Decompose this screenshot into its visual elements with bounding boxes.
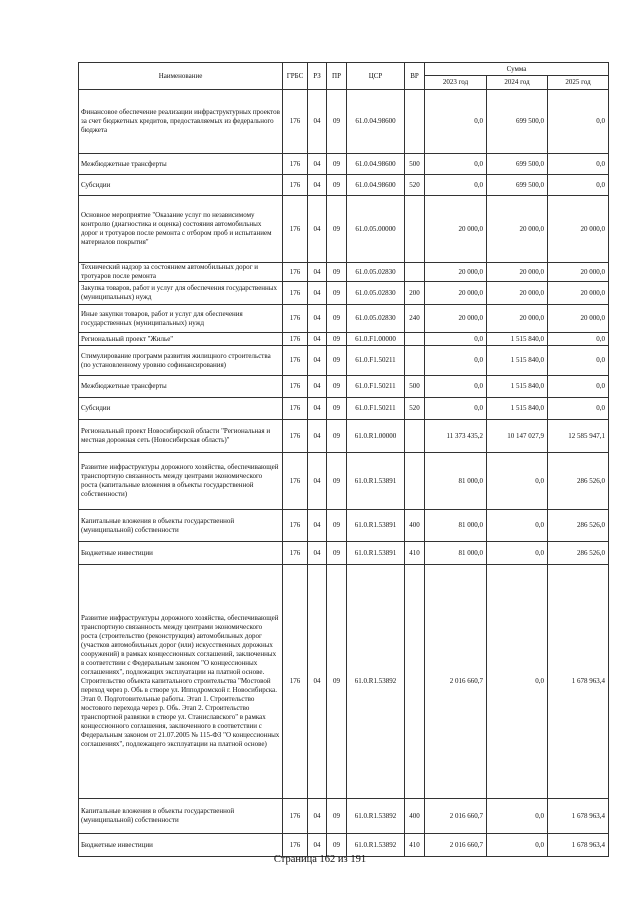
row-sum-2024: 10 147 027,9 bbox=[487, 420, 548, 453]
row-sum-2024: 699 500,0 bbox=[487, 175, 548, 196]
table-row bbox=[79, 346, 609, 376]
row-grbs: 176 bbox=[283, 834, 308, 857]
header-vr: ВР bbox=[405, 63, 425, 90]
row-name: Межбюджетные трансферты bbox=[79, 376, 283, 398]
header-year-2023: 2023 год bbox=[425, 76, 487, 90]
row-sum-2023: 2 016 660,7 bbox=[425, 799, 487, 834]
row-sum-2023: 20 000,0 bbox=[425, 282, 487, 305]
row-vr: 500 bbox=[405, 154, 425, 175]
row-pr: 09 bbox=[327, 542, 347, 565]
row-sum-2024: 699 500,0 bbox=[487, 90, 548, 154]
row-name: Бюджетные инвестиции bbox=[79, 542, 283, 565]
header-sum: Сумма bbox=[425, 63, 609, 76]
row-sum-2023: 0,0 bbox=[425, 398, 487, 420]
row-rz: 04 bbox=[308, 305, 327, 333]
table-row bbox=[79, 453, 609, 510]
row-grbs: 176 bbox=[283, 282, 308, 305]
row-csr: 61.0.F1.50211 bbox=[347, 346, 405, 376]
row-vr: 410 bbox=[405, 542, 425, 565]
row-grbs: 176 bbox=[283, 333, 308, 346]
row-sum-2024: 0,0 bbox=[487, 542, 548, 565]
row-csr: 61.0.R1.53892 bbox=[347, 565, 405, 799]
header-year-2024: 2024 год bbox=[487, 76, 548, 90]
table-row bbox=[79, 263, 609, 282]
table-row bbox=[79, 90, 609, 154]
row-sum-2023: 0,0 bbox=[425, 90, 487, 154]
row-pr: 09 bbox=[327, 510, 347, 542]
row-sum-2023: 0,0 bbox=[425, 175, 487, 196]
row-csr: 61.0.R1.53891 bbox=[347, 542, 405, 565]
row-sum-2025: 20 000,0 bbox=[548, 282, 609, 305]
row-pr: 09 bbox=[327, 834, 347, 857]
row-sum-2024: 1 515 840,0 bbox=[487, 346, 548, 376]
row-pr: 09 bbox=[327, 333, 347, 346]
row-pr: 09 bbox=[327, 154, 347, 175]
row-pr: 09 bbox=[327, 398, 347, 420]
table-row bbox=[79, 196, 609, 263]
row-sum-2024: 1 515 840,0 bbox=[487, 398, 548, 420]
row-rz: 04 bbox=[308, 542, 327, 565]
row-rz: 04 bbox=[308, 398, 327, 420]
row-pr: 09 bbox=[327, 453, 347, 510]
row-rz: 04 bbox=[308, 510, 327, 542]
row-vr bbox=[405, 420, 425, 453]
row-rz: 04 bbox=[308, 263, 327, 282]
row-pr: 09 bbox=[327, 282, 347, 305]
row-pr: 09 bbox=[327, 175, 347, 196]
row-sum-2025: 0,0 bbox=[548, 333, 609, 346]
row-name: Капитальные вложения в объекты государственной (муниципальной) собственности bbox=[79, 510, 283, 542]
row-vr: 520 bbox=[405, 175, 425, 196]
row-sum-2025: 1 678 963,4 bbox=[548, 834, 609, 857]
header-pr: ПР bbox=[327, 63, 347, 90]
row-sum-2023: 0,0 bbox=[425, 333, 487, 346]
row-vr bbox=[405, 333, 425, 346]
table-row bbox=[79, 376, 609, 398]
row-sum-2023: 0,0 bbox=[425, 154, 487, 175]
row-csr: 61.0.04.98600 bbox=[347, 154, 405, 175]
row-grbs: 176 bbox=[283, 346, 308, 376]
row-name: Региональный проект "Жилье" bbox=[79, 333, 283, 346]
row-sum-2024: 1 515 840,0 bbox=[487, 376, 548, 398]
row-sum-2025: 286 526,0 bbox=[548, 453, 609, 510]
row-csr: 61.0.05.00000 bbox=[347, 196, 405, 263]
row-rz: 04 bbox=[308, 333, 327, 346]
row-rz: 04 bbox=[308, 799, 327, 834]
row-sum-2024: 20 000,0 bbox=[487, 263, 548, 282]
row-csr: 61.0.F1.00000 bbox=[347, 333, 405, 346]
row-grbs: 176 bbox=[283, 453, 308, 510]
row-csr: 61.0.04.98600 bbox=[347, 90, 405, 154]
row-csr: 61.0.R1.53892 bbox=[347, 799, 405, 834]
row-vr bbox=[405, 263, 425, 282]
row-vr: 400 bbox=[405, 799, 425, 834]
row-csr: 61.0.F1.50211 bbox=[347, 376, 405, 398]
row-sum-2025: 0,0 bbox=[548, 346, 609, 376]
row-sum-2024: 0,0 bbox=[487, 799, 548, 834]
row-rz: 04 bbox=[308, 420, 327, 453]
row-sum-2023: 20 000,0 bbox=[425, 196, 487, 263]
row-vr: 500 bbox=[405, 376, 425, 398]
row-grbs: 176 bbox=[283, 90, 308, 154]
row-sum-2024: 699 500,0 bbox=[487, 154, 548, 175]
row-rz: 04 bbox=[308, 196, 327, 263]
row-sum-2025: 286 526,0 bbox=[548, 542, 609, 565]
row-grbs: 176 bbox=[283, 565, 308, 799]
row-name: Развитие инфраструктуры дорожного хозяйства, обеспечивающей транспортную связанность между центрами экономического роста (строительство (реконструкция) автомобильных дорог (участков автомобильных дорог (или) искусственных дорожных сооружений) в рамках концессионных соглашений, заключенных в соответствии с Федеральным законом "О концессионных соглашениях", подлежащих эксплуатации на платной основе. Строительство объекта капитального строительства "Мостовой переход через р. Обь в створе ул. Ипподромской г. Новосибирска. Этап 0. Подготовительные работы. Этап 1. Строительство мостового перехода через р. Обь. Этап 2. Строительство транспортной развязки в створе ул. Станиславского" в рамках концессионного соглашения, заключенного в соответствии с Федеральным законом от 21.07.2005 № 115-ФЗ "О концессионных соглашениях", подлежащего эксплуатации на платной основе) bbox=[79, 565, 283, 799]
row-sum-2025: 286 526,0 bbox=[548, 510, 609, 542]
row-rz: 04 bbox=[308, 453, 327, 510]
table-row bbox=[79, 565, 609, 799]
row-csr: 61.0.05.02830 bbox=[347, 263, 405, 282]
row-grbs: 176 bbox=[283, 542, 308, 565]
row-name: Финансовое обеспечение реализации инфраструктурных проектов за счет бюджетных кредитов, предоставляемых из федерального бюджета bbox=[79, 90, 283, 154]
row-vr: 240 bbox=[405, 305, 425, 333]
row-rz: 04 bbox=[308, 346, 327, 376]
row-sum-2023: 11 373 435,2 bbox=[425, 420, 487, 453]
row-name: Стимулирование программ развития жилищного строительства (по установленному уровню софинансирования) bbox=[79, 346, 283, 376]
table-header bbox=[79, 63, 609, 90]
header-year-2025: 2025 год bbox=[548, 76, 609, 90]
row-vr bbox=[405, 90, 425, 154]
row-grbs: 176 bbox=[283, 175, 308, 196]
row-sum-2025: 0,0 bbox=[548, 398, 609, 420]
row-name: Иные закупки товаров, работ и услуг для обеспечения государственных (муниципальных) нужд bbox=[79, 305, 283, 333]
row-sum-2025: 20 000,0 bbox=[548, 305, 609, 333]
table-row bbox=[79, 282, 609, 305]
row-pr: 09 bbox=[327, 90, 347, 154]
row-rz: 04 bbox=[308, 834, 327, 857]
row-pr: 09 bbox=[327, 305, 347, 333]
row-csr: 61.0.F1.50211 bbox=[347, 398, 405, 420]
row-rz: 04 bbox=[308, 565, 327, 799]
row-csr: 61.0.R1.53891 bbox=[347, 453, 405, 510]
table-row bbox=[79, 333, 609, 346]
row-name: Развитие инфраструктуры дорожного хозяйства, обеспечивающей транспортную связанность между центрами экономического роста (капитальные вложения в объекты государственной собственности) bbox=[79, 453, 283, 510]
row-grbs: 176 bbox=[283, 154, 308, 175]
row-vr: 520 bbox=[405, 398, 425, 420]
row-sum-2025: 0,0 bbox=[548, 90, 609, 154]
row-sum-2023: 81 000,0 bbox=[425, 542, 487, 565]
row-csr: 61.0.R1.53892 bbox=[347, 834, 405, 857]
row-csr: 61.0.04.98600 bbox=[347, 175, 405, 196]
row-pr: 09 bbox=[327, 346, 347, 376]
row-name: Основное мероприятие "Оказание услуг по независимому контролю (диагностика и оценка) состояния автомобильных дорог и тротуаров после ремонта с отбором проб и испытанием материалов покрытия" bbox=[79, 196, 283, 263]
row-name: Капитальные вложения в объекты государственной (муниципальной) собственности bbox=[79, 799, 283, 834]
row-sum-2025: 20 000,0 bbox=[548, 263, 609, 282]
row-sum-2023: 2 016 660,7 bbox=[425, 834, 487, 857]
row-sum-2024: 0,0 bbox=[487, 510, 548, 542]
row-rz: 04 bbox=[308, 154, 327, 175]
row-sum-2024: 20 000,0 bbox=[487, 282, 548, 305]
row-name: Межбюджетные трансферты bbox=[79, 154, 283, 175]
row-grbs: 176 bbox=[283, 420, 308, 453]
row-grbs: 176 bbox=[283, 263, 308, 282]
table-body bbox=[79, 90, 609, 857]
row-grbs: 176 bbox=[283, 376, 308, 398]
row-grbs: 176 bbox=[283, 799, 308, 834]
page-number: Страница 162 из 191 bbox=[273, 854, 367, 865]
row-grbs: 176 bbox=[283, 196, 308, 263]
row-sum-2024: 0,0 bbox=[487, 453, 548, 510]
row-sum-2024: 1 515 840,0 bbox=[487, 333, 548, 346]
row-vr: 200 bbox=[405, 282, 425, 305]
row-vr bbox=[405, 346, 425, 376]
row-sum-2024: 20 000,0 bbox=[487, 305, 548, 333]
row-sum-2025: 1 678 963,4 bbox=[548, 799, 609, 834]
row-vr bbox=[405, 565, 425, 799]
row-sum-2023: 2 016 660,7 bbox=[425, 565, 487, 799]
row-vr bbox=[405, 453, 425, 510]
table-row bbox=[79, 420, 609, 453]
row-sum-2023: 0,0 bbox=[425, 346, 487, 376]
row-name: Бюджетные инвестиции bbox=[79, 834, 283, 857]
row-csr: 61.0.R1.00000 bbox=[347, 420, 405, 453]
table-row bbox=[79, 799, 609, 834]
row-sum-2025: 0,0 bbox=[548, 376, 609, 398]
row-name: Субсидии bbox=[79, 398, 283, 420]
row-name: Закупка товаров, работ и услуг для обеспечения государственных (муниципальных) нужд bbox=[79, 282, 283, 305]
table-row bbox=[79, 510, 609, 542]
row-name: Технический надзор за состоянием автомобильных дорог и тротуаров после ремонта bbox=[79, 263, 283, 282]
row-vr bbox=[405, 196, 425, 263]
row-grbs: 176 bbox=[283, 305, 308, 333]
row-sum-2025: 1 678 963,4 bbox=[548, 565, 609, 799]
row-sum-2023: 20 000,0 bbox=[425, 305, 487, 333]
budget-table bbox=[78, 62, 609, 857]
row-csr: 61.0.R1.53891 bbox=[347, 510, 405, 542]
row-grbs: 176 bbox=[283, 398, 308, 420]
row-sum-2024: 20 000,0 bbox=[487, 196, 548, 263]
row-sum-2025: 20 000,0 bbox=[548, 196, 609, 263]
row-pr: 09 bbox=[327, 376, 347, 398]
row-pr: 09 bbox=[327, 799, 347, 834]
row-rz: 04 bbox=[308, 175, 327, 196]
row-rz: 04 bbox=[308, 282, 327, 305]
row-sum-2023: 0,0 bbox=[425, 376, 487, 398]
row-sum-2025: 12 585 947,1 bbox=[548, 420, 609, 453]
row-pr: 09 bbox=[327, 420, 347, 453]
row-name: Региональный проект Новосибирской области "Региональная и местная дорожная сеть (Новосибирская область)" bbox=[79, 420, 283, 453]
row-sum-2024: 0,0 bbox=[487, 565, 548, 799]
row-pr: 09 bbox=[327, 565, 347, 799]
row-rz: 04 bbox=[308, 376, 327, 398]
row-vr: 400 bbox=[405, 510, 425, 542]
row-csr: 61.0.05.02830 bbox=[347, 305, 405, 333]
row-sum-2023: 81 000,0 bbox=[425, 510, 487, 542]
row-sum-2025: 0,0 bbox=[548, 154, 609, 175]
row-sum-2023: 20 000,0 bbox=[425, 263, 487, 282]
table-row bbox=[79, 154, 609, 175]
row-sum-2024: 0,0 bbox=[487, 834, 548, 857]
table-row bbox=[79, 305, 609, 333]
header-csr: ЦСР bbox=[347, 63, 405, 90]
row-csr: 61.0.05.02830 bbox=[347, 282, 405, 305]
header-grbs: ГРБС bbox=[283, 63, 308, 90]
table-row bbox=[79, 542, 609, 565]
table-row bbox=[79, 175, 609, 196]
row-pr: 09 bbox=[327, 263, 347, 282]
table-row bbox=[79, 398, 609, 420]
row-vr: 410 bbox=[405, 834, 425, 857]
row-sum-2025: 0,0 bbox=[548, 175, 609, 196]
row-name: Субсидии bbox=[79, 175, 283, 196]
row-sum-2023: 81 000,0 bbox=[425, 453, 487, 510]
row-rz: 04 bbox=[308, 90, 327, 154]
row-pr: 09 bbox=[327, 196, 347, 263]
row-grbs: 176 bbox=[283, 510, 308, 542]
header-name: Наименование bbox=[79, 63, 283, 90]
header-rz: РЗ bbox=[308, 63, 327, 90]
